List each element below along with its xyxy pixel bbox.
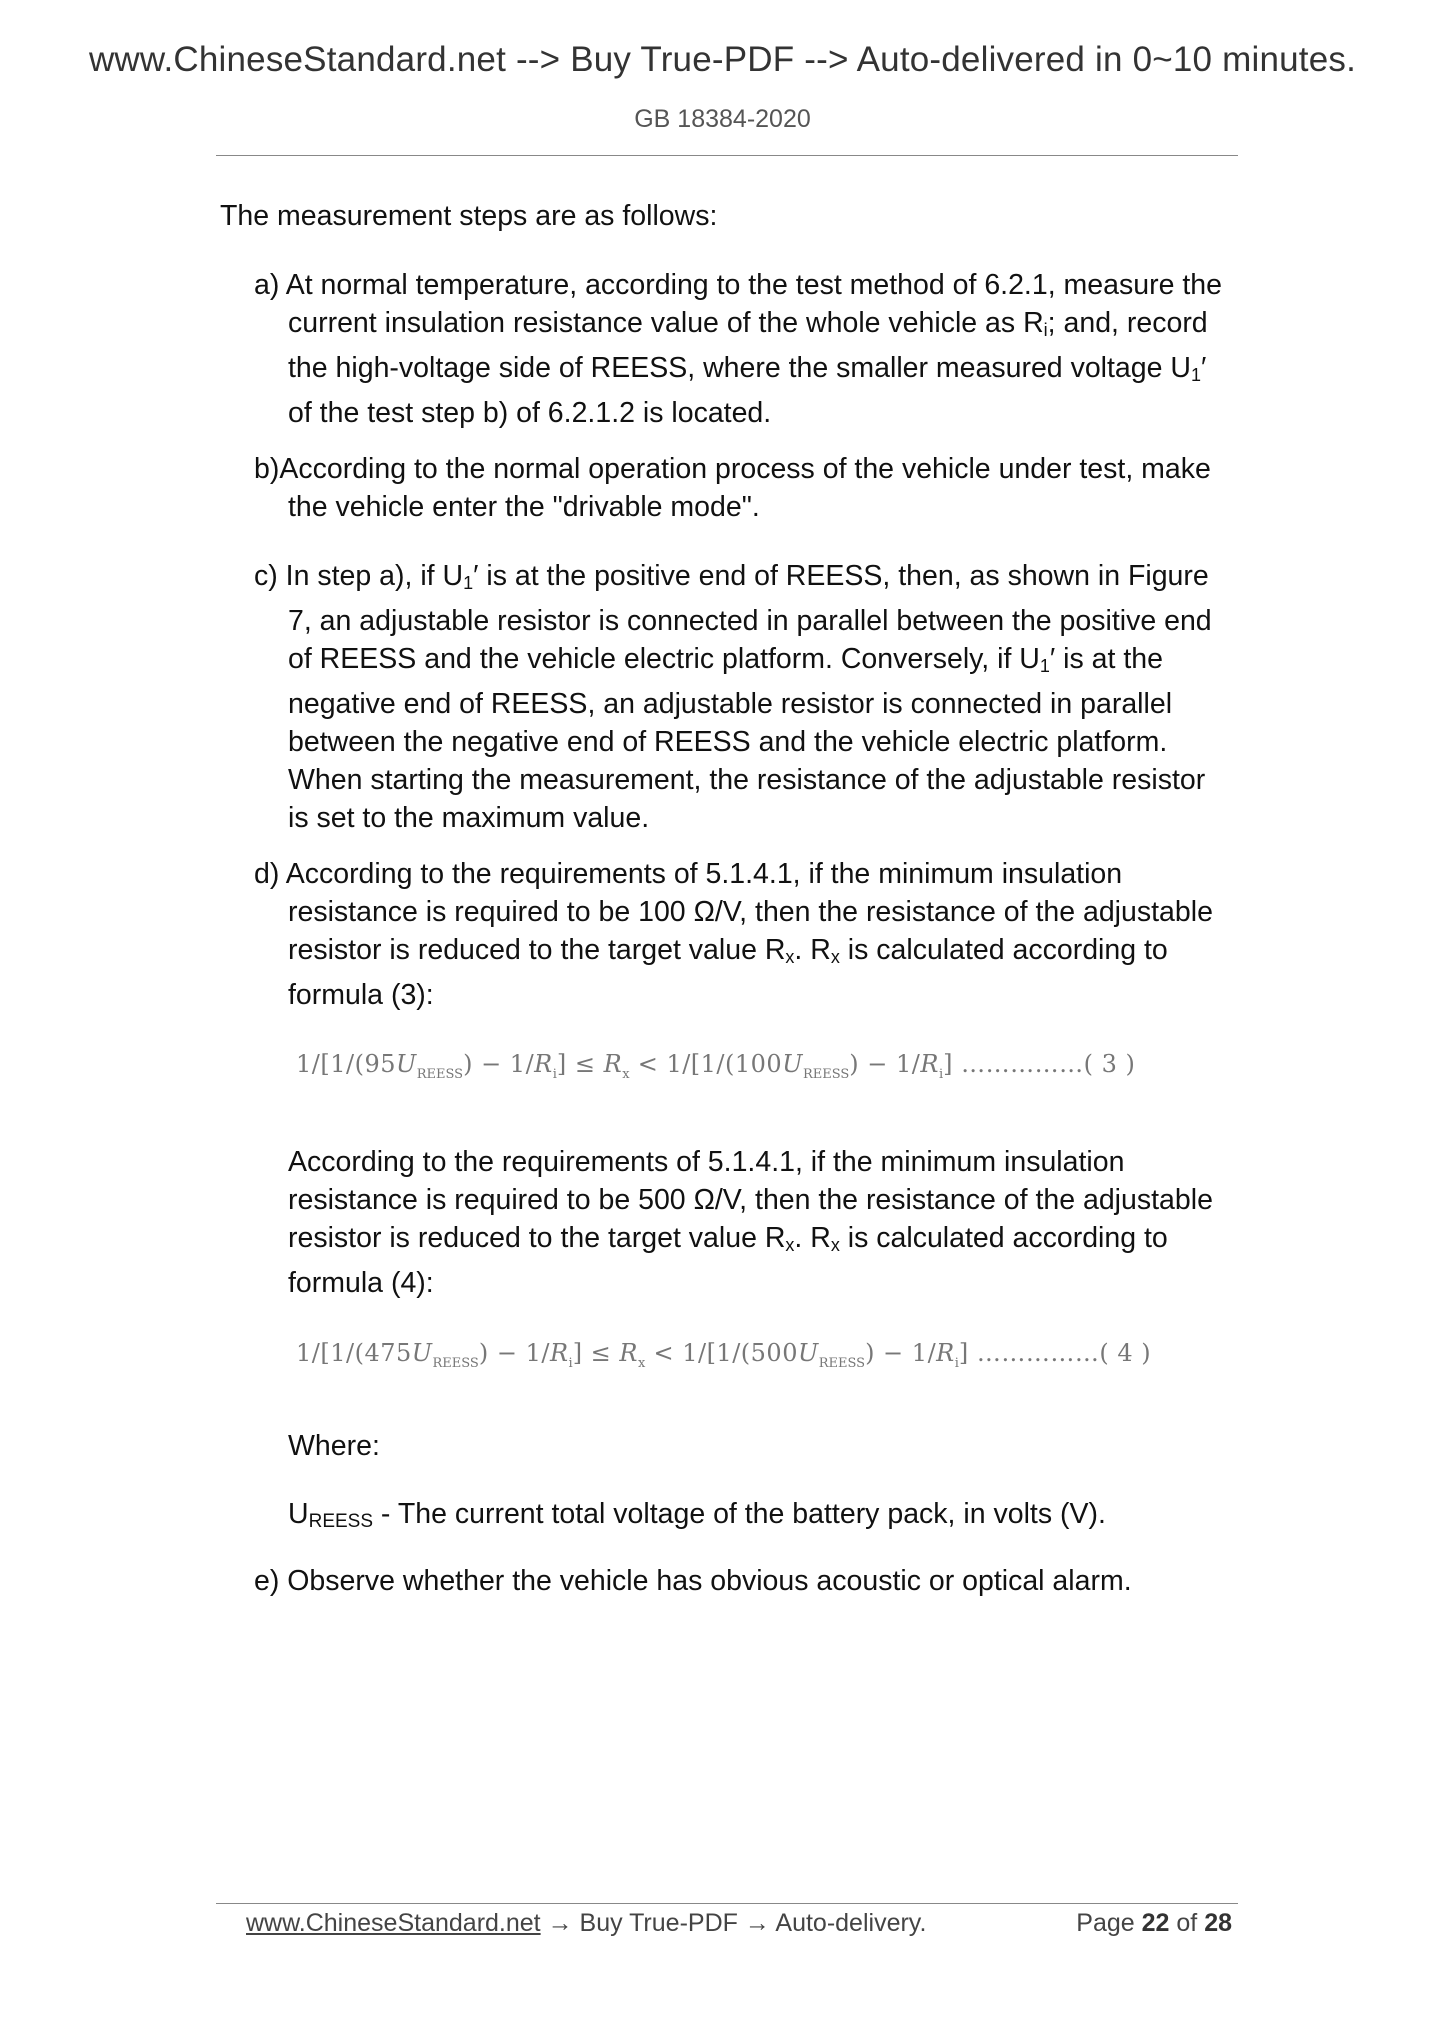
step-d-paragraph-2 [288, 1143, 1232, 1302]
step-b-label: b) [254, 453, 280, 485]
step-e-text: Observe whether the vehicle has obvious acoustic or optical alarm. [287, 1565, 1132, 1597]
ureess-definition: $U_{REESS}$ - The current total voltage of the battery pack, in volts (V). [288, 1498, 1106, 1532]
footer-text: → Buy True-PDF → Auto-delivery. [540, 1909, 927, 1937]
step-c-line2: 7, an adjustable resistor is connected in parallel between the positive end [288, 605, 1212, 637]
step-a [254, 266, 1232, 432]
footer-link[interactable]: www.ChineseStandard.net [246, 1909, 541, 1937]
step-c-line6: When starting the measurement, the resistance of the adjustable resistor [288, 764, 1206, 796]
footer [246, 1909, 1232, 1938]
where-label: Where: [288, 1430, 380, 1462]
step-d: d) According to the requirements of 5.1.4.1, if the minimum insulation resistance is required to be 100 Ω/V, then the resistance of the adjustable resistor is reduced to the target value $R_x$. $R_x$ is calculated according to formula (3): [254, 855, 1232, 1014]
step-c-line4: negative end of REESS, an adjustable resistor is connected in parallel [288, 688, 1173, 720]
page-indicator: Page 22 of 28 [1076, 1909, 1232, 1937]
step-a-line2: current insulation resistance value of the whole vehicle as $R_i$; and, record [288, 307, 1208, 340]
step-a-label: a) [254, 269, 280, 301]
step-d-p2-line3: resistor is reduced to the target value $R_x$. $R_x$ is calculated according to [288, 1222, 1168, 1255]
step-b-line2: the vehicle enter the "drivable mode". [288, 491, 760, 523]
step-e [254, 1562, 1232, 1600]
step-d-line2: resistance is required to be 100 Ω/V, then the resistance of the adjustable [288, 896, 1213, 928]
step-a-line1: At normal temperature, according to the test method of 6.2.1, measure the [285, 269, 1222, 301]
formula-3: $1/[1/(95U_{REESS}) - 1/R_i] \le R_x < 1/[1/(100U_{REESS}) - 1/R_i]$ ……………( 3 ) [296, 1050, 1136, 1082]
header-banner: www.ChineseStandard.net --> Buy True-PDF --> Auto-delivered in 0~10 minutes. [88, 40, 1357, 79]
step-d-label: d) [254, 858, 280, 890]
step-d-line4: formula (3): [288, 979, 434, 1011]
step-d-p2-line4: formula (4): [288, 1267, 434, 1299]
step-c-line3: of REESS and the vehicle electric platform. Conversely, if $U_1'$ is at the [288, 643, 1163, 676]
step-c-line5: between the negative end of REESS and the vehicle electric platform. [288, 726, 1168, 758]
standard-number: GB 18384-2020 [634, 105, 811, 133]
step-c-label: c) [254, 560, 278, 592]
step-e-label: e) [254, 1565, 280, 1597]
footer-divider [216, 1903, 1238, 1904]
step-d-p2-line1: According to the requirements of 5.1.4.1, if the minimum insulation [288, 1146, 1125, 1178]
step-c-line7: is set to the maximum value. [288, 802, 650, 834]
step-a-line4: of the test step b) of 6.2.1.2 is located. [288, 397, 772, 429]
step-b [254, 450, 1232, 526]
intro-text: The measurement steps are as follows: [220, 200, 718, 232]
step-c: c) In step a), if $U_1'$ is at the positive end of REESS, then, as shown in Figure 7, an adjustable resistor is connected in parallel between the positive end of REESS and the vehicle electric platform. Conversely, if $U_1'$ is at the negative end of REESS, an adjustable resistor is connected in parallel between the negative end of REESS and the vehicle electric platform. When starting the measurement, the resistance of the adjustable resistor is set to the maximum value. [254, 557, 1232, 837]
step-b-line1: According to the normal operation process of the vehicle under test, make [279, 453, 1211, 485]
formula-4: $1/[1/(475U_{REESS}) - 1/R_i] \le R_x < 1/[1/(500U_{REESS}) - 1/R_i]$ ……………( 4 ) [296, 1339, 1152, 1371]
header-divider [216, 155, 1238, 156]
step-a-line3: the high-voltage side of REESS, where the smaller measured voltage $U_1'$ [288, 352, 1207, 385]
step-d-p2-line2: resistance is required to be 500 Ω/V, then the resistance of the adjustable [288, 1184, 1213, 1216]
step-d-line3: resistor is reduced to the target value $R_x$. $R_x$ is calculated according to [288, 934, 1168, 967]
